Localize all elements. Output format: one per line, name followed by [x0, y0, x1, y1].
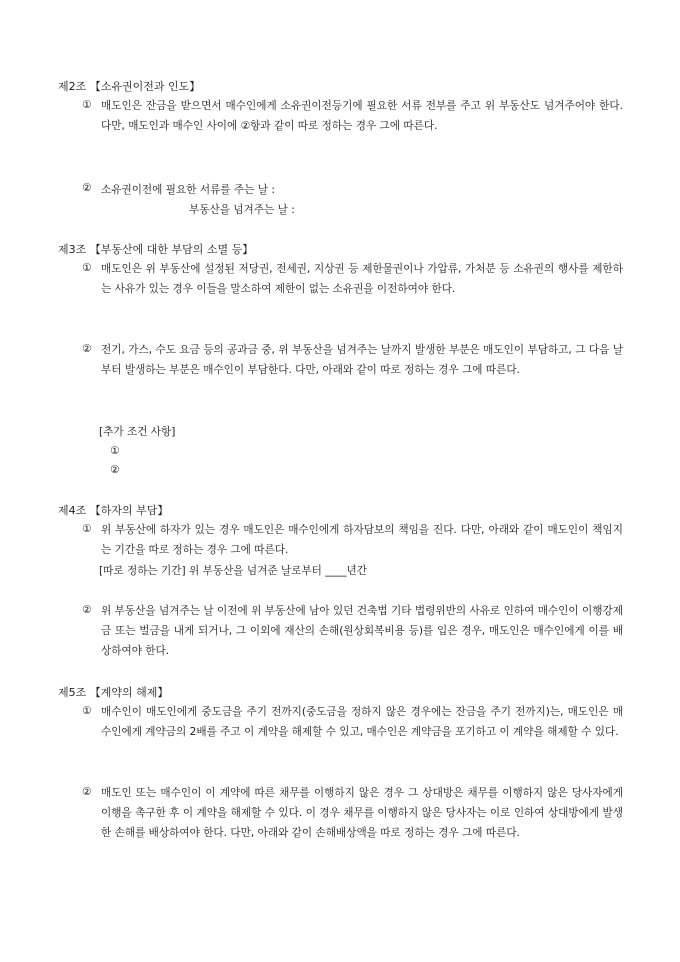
article-5-title: 제5조 【계약의 해제】	[58, 686, 169, 699]
article-2-docs-date-label: 소유권이전에 필요한 서류를 주는 날 :	[101, 184, 275, 196]
article-4-warranty-period: [따로 정하는 기간] 위 부동산을 넘겨준 날로부터 ____년간	[99, 565, 367, 577]
article-4-title: 제4조 【하자의 부담】	[58, 504, 169, 517]
additional-term-mark-2: ②	[110, 464, 120, 476]
additional-term-mark-1: ①	[110, 445, 120, 457]
article-2-item-2-number: ②	[82, 182, 92, 194]
article-4-item-1-number: ①	[82, 523, 92, 535]
article-5-item-2-number: ②	[82, 786, 92, 798]
article-5-item-2-text: 매도인 또는 매수인이 이 계약에 따른 채무를 이행하지 않은 경우 그 상대방은 채무를 이행하지 않은 당사자에게 이행을 촉구한 후 이 계약을 해제할 수 있다. 이 경우 채무를 이행하지 않은 당사자는 이로 인하여 상대방에게 발생한 손해를 배상하여야 한다. 다만, 아래와 같이 손해배상액을 따로 정하는 경우 그에 따른다.	[101, 787, 623, 839]
article-2-item-1-text: 매도인은 잔금을 받으면서 매수인에게 소유권이전등기에 필요한 서류 전부를 주고 위 부동산도 넘겨주어야 한다. 다만, 매도인과 매수인 사이에 ②항과 같이 따로 정하는 경우 그에 따른다.	[101, 100, 623, 132]
article-3-item-1-number: ①	[82, 262, 92, 274]
article-4-item-1-text: 위 부동산에 하자가 있는 경우 매도인은 매수인에게 하자담보의 책임을 진다. 다만, 아래와 같이 매도인이 책임지는 기간을 따로 정하는 경우 그에 따른다.	[101, 524, 623, 556]
article-3-item-1-text: 매도인은 위 부동산에 설정된 저당권, 전세권, 지상권 등 제한물권이나 가압류, 가처분 등 소유권의 행사를 제한하는 사유가 있는 경우 이들을 말소하여 제한이 없는 소유권을 이전하여야 한다.	[101, 263, 623, 295]
article-4-item-2-text: 위 부동산을 넘겨주는 날 이전에 위 부동산에 남아 있던 건축법 기타 법령위반의 사유로 인하여 매수인이 이행강제금 또는 벌금을 내게 되거나, 그 이외에 재산의 손해(원상회복비용 등)를 입은 경우, 매도인은 매수인에게 이를 배상하여야 한다.	[101, 605, 623, 657]
article-5-item-1-number: ①	[82, 705, 92, 717]
article-3-item-2-number: ②	[82, 343, 92, 355]
article-2-item-1-number: ①	[82, 99, 92, 111]
article-2-title: 제2조 【소유권이전과 인도】	[58, 80, 201, 93]
article-3-item-2-text: 전기, 가스, 수도 요금 등의 공과금 중, 위 부동산을 넘겨주는 날까지 발생한 부분은 매도인이 부담하고, 그 다음 날부터 발생하는 부분은 매수인이 부담한다. 다만, 아래와 같이 따로 정하는 경우 그에 따른다.	[101, 344, 623, 376]
article-3-title: 제3조 【부동산에 대한 부담의 소멸 등】	[58, 243, 254, 256]
article-2-handover-date-label: 부동산을 넘겨주는 날 :	[189, 204, 295, 216]
article-4-item-2-number: ②	[82, 604, 92, 616]
additional-terms-label: [추가 조건 사항]	[99, 426, 176, 438]
article-5-item-1-text: 매수인이 매도인에게 중도금을 주기 전까지(중도금을 정하지 않은 경우에는 잔금을 주기 전까지)는, 매도인은 매수인에게 계약금의 2배를 주고 이 계약을 해제할 수 있고, 매수인은 계약금을 포기하고 이 계약을 해제할 수 있다.	[101, 706, 623, 738]
